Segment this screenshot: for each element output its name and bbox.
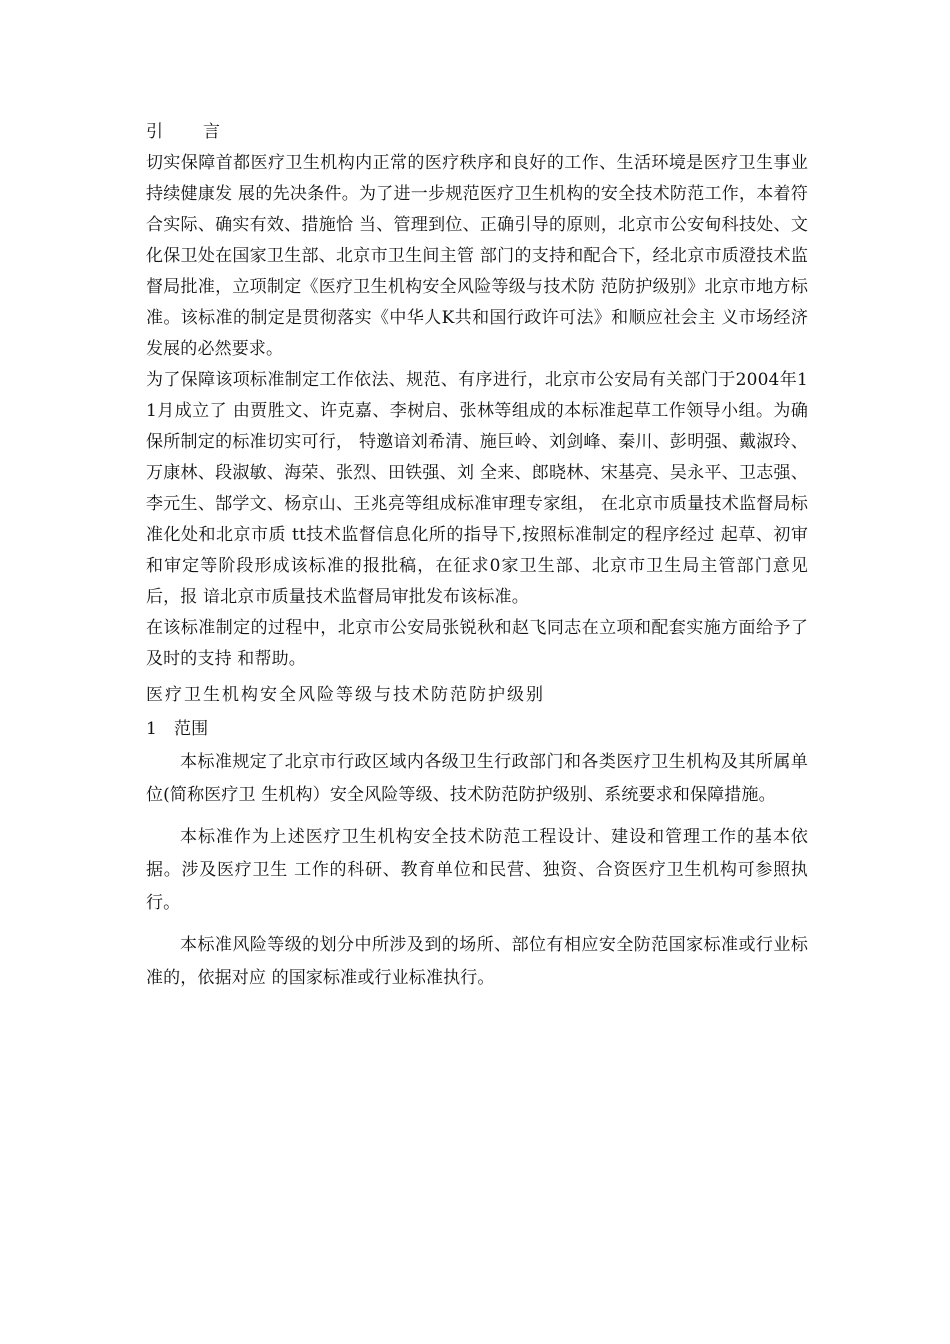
section-title: 范围: [174, 719, 209, 739]
intro-paragraph-3: 在该标准制定的过程中，北京市公安局张锐秋和赵飞同志在立项和配套实施方面给予了及时的支持 和帮助。: [146, 618, 808, 669]
document-title: 医疗卫生机构安全风险等级与技术防范防护级别: [146, 685, 545, 705]
scope-paragraph-2: 本标准作为上述医疗卫生机构安全技术防范工程设计、建设和管理工作的基本依据。涉及医疗卫生 工作的科研、教育单位和民营、独资、合资医疗卫生机构可参照执行。: [146, 827, 808, 913]
section-number: 1: [146, 719, 157, 739]
scope-paragraph-3: 本标准风险等级的划分中所涉及到的场所、部位有相应安全防范国家标准或行业标准的，依据对应 的国家标准或行业标准执行。: [146, 935, 808, 988]
section-heading-scope: [146, 712, 808, 746]
intro-paragraph-1: 切实保障首都医疗卫生机构内正常的医疗秩序和良好的工作、生活环境是医疗卫生事业持续健康发 展的先决条件。为了进一步规范医疗卫生机构的安全技术防范工作，本着符合实际、确实有效、措施恰 当、管理到位、正确引导的原则，北京市公安甸科技处、文化保卫处在国家卫生部、北京市卫生间主管 部门的支持和配合下，经北京市质澄技术监督局批准，立项制定《医疗卫生机构安全风险等级与技术防 范防护级别》北京市地方标准。该标准的制定是贯彻落实《中华人K共和国行政许可法》和顺应社会主 义市场经济发展的必然要求。: [146, 153, 808, 359]
page-content: [146, 117, 808, 1004]
intro-paragraph-2: 为了保障该项标准制定工作依法、规范、有序进行，北京市公安局有关部门于2004年11月成立了 由贾胜文、许克嘉、李树启、张林等组成的本标准起草工作领导小组。为确保所制定的标准切实可行， 特邀谙刘希清、施巨岭、刘剑峰、秦川、彭明强、戴淑玲、万康林、段淑敏、海荣、张烈、田铁强、刘 全来、郎晓林、宋基亮、吴永平、卫志强、李元生、郜学文、杨京山、王兆亮等组成标准审理专家组， 在北京市质量技术监督局标准化处和北京市质 tt技术监督信息化所的指导下,按照标准制定的程序经过 起草、初审和审定等阶段形成该标准的报批稿，在征求0家卫生部、北京市卫生局主管部门意见后，报 谙北京市质量技术监督局审批发布该标准。: [146, 370, 808, 607]
introduction-heading: 引言: [146, 122, 260, 142]
scope-paragraph-1: 本标准规定了北京市行政区域内各级卫生行政部门和各类医疗卫生机构及其所属单位(简称医疗卫 生机构）安全风险等级、技术防范防护级别、系统要求和保障措施。: [146, 752, 808, 805]
